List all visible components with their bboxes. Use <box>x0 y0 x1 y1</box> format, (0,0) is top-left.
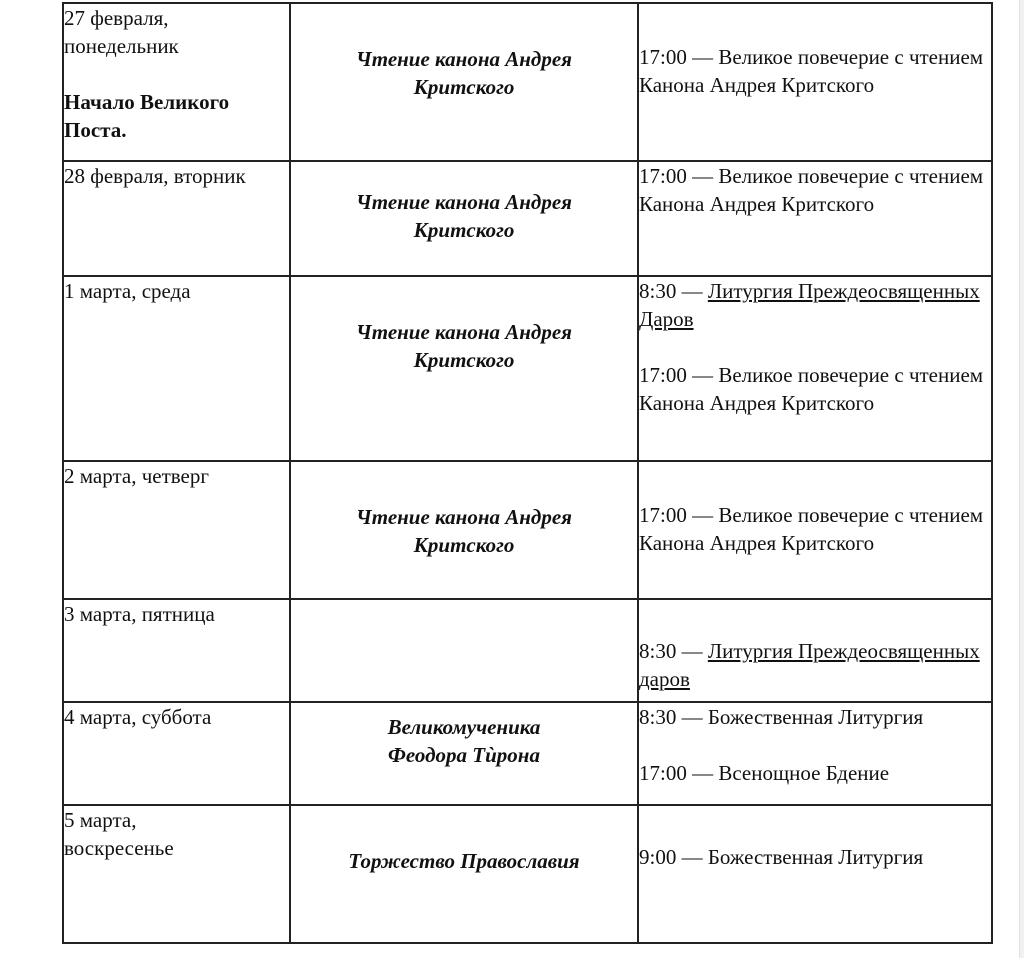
date-text: 1 марта, среда <box>64 279 191 303</box>
event-cell <box>290 702 638 805</box>
service-text: Великое повечерие с чтением Канона Андрея Критского <box>639 45 984 97</box>
services-cell <box>638 702 992 805</box>
service-item <box>639 277 991 333</box>
event-title: Чтение канона Андрея Критского <box>356 190 572 242</box>
service-item <box>639 501 991 557</box>
event-cell <box>290 461 638 599</box>
service-time: 17:00 — <box>639 363 719 387</box>
services-cell <box>638 461 992 599</box>
services-cell <box>638 805 992 943</box>
service-item <box>639 843 991 871</box>
table-row <box>63 3 992 161</box>
date-cell <box>63 161 290 276</box>
date-text: 3 марта, пятница <box>64 602 215 626</box>
table-row <box>63 805 992 943</box>
table-row <box>63 461 992 599</box>
date-text: 5 марта, воскресенье <box>64 808 174 860</box>
date-text: 2 марта, четверг <box>64 464 209 488</box>
service-text: Великое повечерие с чтением Канона Андрея Критского <box>639 164 984 216</box>
service-link[interactable]: Литургия Преждеосвященных Даров <box>639 279 980 331</box>
service-text: Великое повечерие с чтением Канона Андрея Критского <box>639 363 984 415</box>
table-row <box>63 161 992 276</box>
event-title: Чтение канона Андрея Критского <box>356 47 572 99</box>
event-cell <box>290 276 638 461</box>
date-cell <box>63 3 290 161</box>
service-text: Божественная Литургия <box>707 705 924 729</box>
date-cell <box>63 461 290 599</box>
event-title: Торжество Православия <box>348 849 580 873</box>
date-text: 4 марта, суббота <box>64 705 212 729</box>
event-cell <box>290 599 638 702</box>
date-text: 28 февраля, вторник <box>64 164 246 188</box>
service-text: Божественная Литургия <box>707 845 924 869</box>
date-cell <box>63 805 290 943</box>
services-cell <box>638 3 992 161</box>
date-cell <box>63 276 290 461</box>
service-time: 8:30 — <box>639 279 708 303</box>
date-text: 27 февраля, понедельник <box>64 6 179 58</box>
lent-start-note: Начало Великого Поста. <box>64 90 230 142</box>
service-item <box>639 361 991 417</box>
service-item <box>639 703 991 731</box>
service-item <box>639 759 991 787</box>
date-cell <box>63 599 290 702</box>
table-row <box>63 276 992 461</box>
service-text: Всенощное Бдение <box>718 761 890 785</box>
service-item <box>639 43 991 99</box>
service-item <box>639 637 991 693</box>
event-title: Чтение канона Андрея Критского <box>356 505 572 557</box>
service-time: 8:30 — <box>639 639 708 663</box>
service-item <box>639 162 991 218</box>
event-cell <box>290 805 638 943</box>
service-time: 8:30 — <box>639 705 708 729</box>
page-edge-scrollbar <box>1019 0 1024 958</box>
date-cell <box>63 702 290 805</box>
event-title: Чтение канона Андрея Критского <box>356 320 572 372</box>
services-cell <box>638 276 992 461</box>
lent-schedule-table <box>62 2 993 944</box>
service-text: Великое повечерие с чтением Канона Андрея Критского <box>639 503 984 555</box>
service-time: 17:00 — <box>639 503 719 527</box>
services-cell <box>638 161 992 276</box>
service-time: 17:00 — <box>639 164 719 188</box>
service-time: 17:00 — <box>639 761 719 785</box>
table-row <box>63 702 992 805</box>
service-time: 17:00 — <box>639 45 719 69</box>
services-cell <box>638 599 992 702</box>
event-title: Великомученика Феодора Тѝрона <box>387 715 541 767</box>
service-time: 9:00 — <box>639 845 708 869</box>
event-cell <box>290 161 638 276</box>
table-row <box>63 599 992 702</box>
event-cell <box>290 3 638 161</box>
service-link[interactable]: Литургия Преждеосвященных даров <box>639 639 980 691</box>
